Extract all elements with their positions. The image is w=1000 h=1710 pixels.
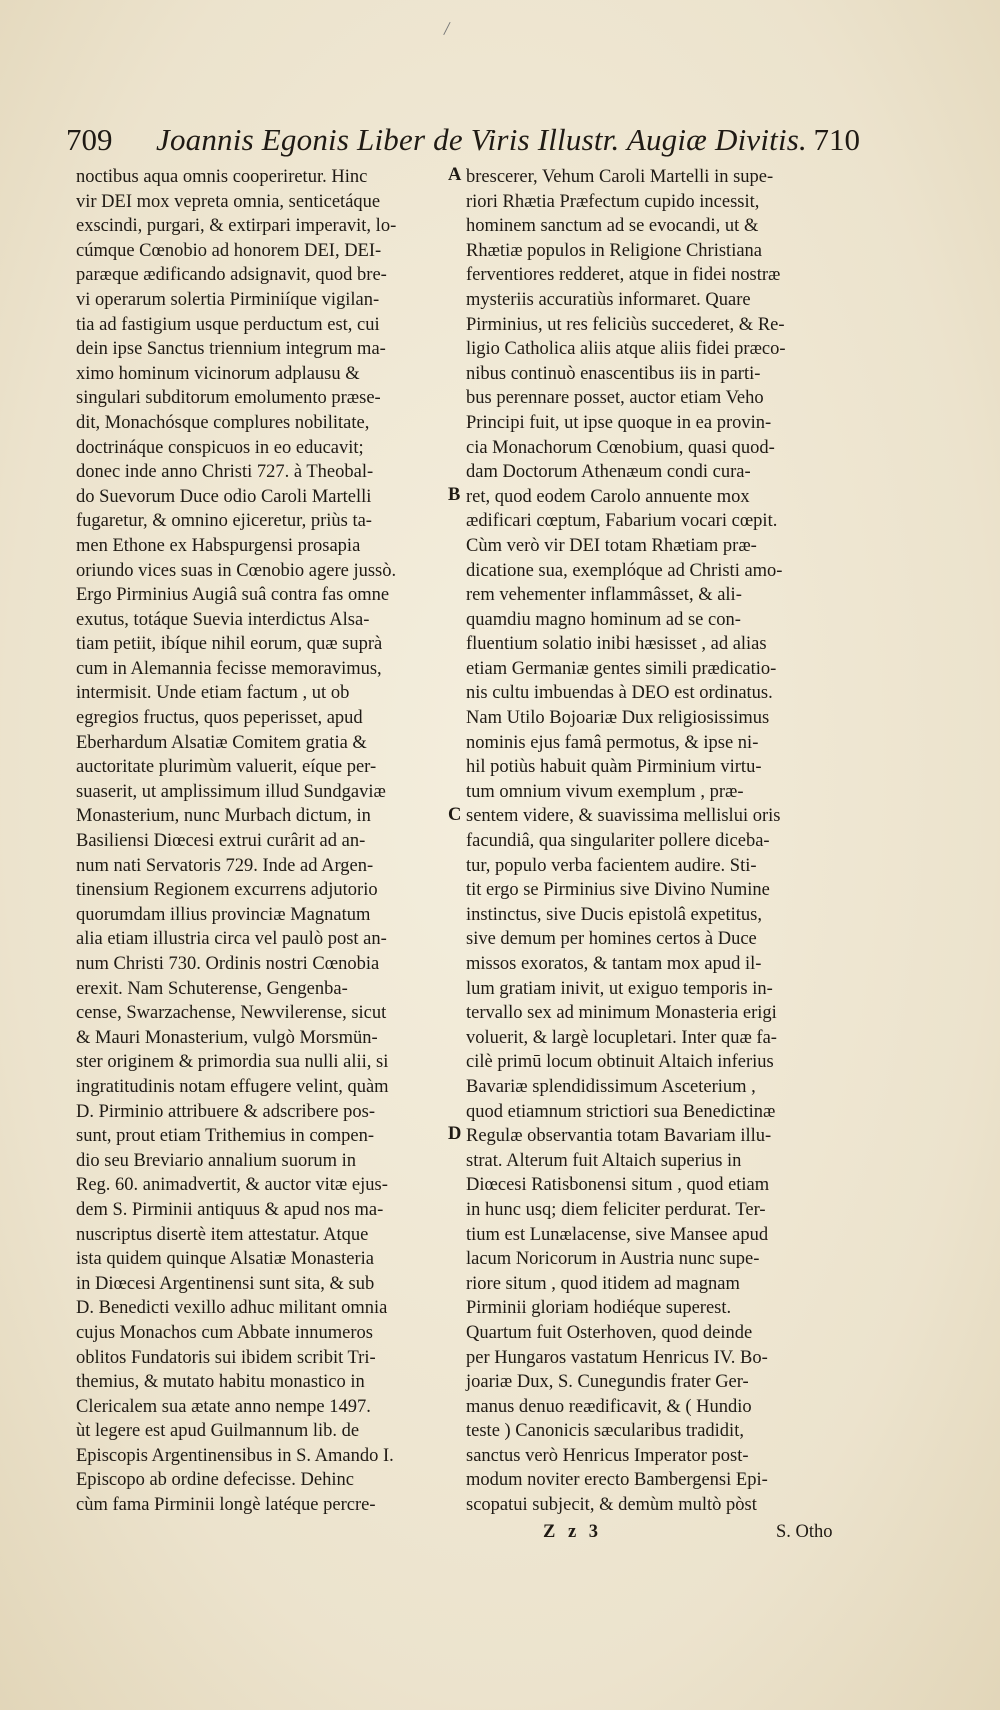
text-line: hominem sanctum ad se evocandi, ut & — [466, 216, 759, 237]
text-line: Principi fuit, ut ipse quoque in ea provin- — [466, 412, 772, 433]
text-line: dit, Monachósque complures nobilitate, — [76, 412, 370, 433]
text-line: quod etiamnum strictiori sua Benedictinæ — [466, 1101, 776, 1122]
text-line: ferventiores redderet, atque in fidei nostræ — [466, 265, 781, 286]
pencil-mark: / — [442, 17, 452, 41]
text-line: tit ergo se Pirminius sive Divino Numine — [466, 880, 770, 901]
text-line: brescerer, Vehum Caroli Martelli in supe- — [466, 167, 774, 187]
text-line: nibus continuò enascentibus iis in parti- — [466, 363, 761, 384]
text-line: donec inde anno Christi 727. à Theobal- — [76, 462, 374, 483]
section-marker: A — [448, 165, 462, 185]
text-line: do Suevorum Duce odio Caroli Martelli — [76, 486, 372, 507]
text-line: Rhætiæ populos in Religione Christiana — [466, 240, 762, 261]
text-line: vir DEI mox vepreta omnia, senticetáque — [76, 191, 381, 212]
text-line: ligio Catholica aliis atque aliis fidei præco- — [466, 339, 786, 360]
text-line: Cùm verò vir DEI totam Rhætiam præ- — [466, 535, 757, 556]
right-column — [466, 165, 854, 1518]
page-number-right: 710 — [813, 122, 860, 157]
text-line: riori Rhætia Præfectum cupido incessit, — [466, 191, 760, 212]
text-line: tervallo sex ad minimum Monasteria erigi — [466, 1003, 777, 1024]
text-line: sanctus verò Henricus Imperator post- — [466, 1445, 749, 1466]
page-footer — [0, 1522, 1000, 1552]
text-line: Clericalem sua ætate anno nempe 1497. — [76, 1396, 371, 1417]
text-line: tia ad fastigium usque perductum est, cui — [76, 314, 380, 335]
text-line: & Mauri Monasterium, vulgò Morsmün- — [76, 1027, 378, 1048]
text-line: cilè primū locum obtinuit Altaich inferius — [466, 1052, 774, 1073]
text-line: Nam Utilo Bojoariæ Dux religiosissimus — [466, 708, 770, 729]
text-line: Episcopo ab ordine defecisse. Dehinc — [76, 1470, 354, 1491]
text-line: cia Monachorum Cœnobium, quasi quod- — [466, 437, 775, 458]
text-line: ximo hominum vicinorum adplausu & — [76, 363, 360, 384]
text-line: facundiâ, qua singulariter pollere diceba- — [466, 831, 770, 852]
text-line: in hunc usq; diem feliciter perdurat. Ter- — [466, 1199, 766, 1220]
text-line: instinctus, sive Ducis epistolâ expetitus, — [466, 904, 762, 925]
text-line: oblitos Fundatoris sui ibidem scribit Tri- — [76, 1347, 376, 1368]
text-line: ster originem & primordia sua nulli alii, si — [76, 1052, 389, 1073]
text-line: tiam petiit, ibíque nihil eorum, quæ suprà — [76, 634, 383, 655]
text-line: Regulæ observantia totam Bavariam illu- — [466, 1126, 772, 1147]
text-line: Quartum fuit Osterhoven, quod deinde — [466, 1322, 753, 1343]
text-line: exutus, totáque Suevia interdictus Alsa- — [76, 609, 370, 630]
text-line: joariæ Dux, S. Cunegundis frater Ger- — [466, 1372, 749, 1393]
text-line: doctrináque conspicuos in eo educavit; — [76, 437, 364, 458]
text-line: suaserit, ut amplissimum illud Sundgaviæ — [76, 781, 386, 802]
text-line: dam Doctorum Athenæum condi cura- — [466, 462, 751, 483]
text-line: intermisit. Unde etiam factum , ut ob — [76, 683, 350, 704]
text-line: scopatui subjecit, & demùm multò pòst — [466, 1495, 757, 1516]
text-line: erexit. Nam Schuterense, Gengenba- — [76, 978, 348, 999]
text-line: sunt, prout etiam Trithemius in compen- — [76, 1126, 375, 1147]
text-line: mysteriis accuratiùs informaret. Quare — [466, 289, 751, 310]
text-line: in Diœcesi Argentinensi sunt sita, & sub — [76, 1273, 375, 1294]
text-line: Eberhardum Alsatiæ Comitem gratia & — [76, 732, 367, 753]
text-line: tum omnium vivum exemplum , præ- — [466, 781, 744, 802]
text-line: fugaretur, & omnino ejiceretur, priùs ta- — [76, 511, 372, 532]
catchword: S. Otho — [776, 1522, 833, 1542]
text-line: rem vehementer inflammâsset, & ali- — [466, 585, 742, 606]
text-line: egregios fructus, quos peperisset, apud — [76, 708, 363, 729]
text-line: dein ipse Sanctus triennium integrum ma- — [76, 339, 386, 360]
text-line: Bavariæ splendidissimum Asceterium , — [466, 1076, 756, 1097]
text-line: Episcopis Argentinensibus in S. Amando I. — [76, 1445, 394, 1466]
text-line: ret, quod eodem Carolo annuente mox — [466, 486, 750, 507]
text-line: D. Pirminio attribuere & adscribere pos- — [76, 1101, 375, 1122]
signature-mark: Z z 3 — [543, 1522, 603, 1542]
text-line: nuscriptus disertè item attestatur. Atque — [76, 1224, 369, 1245]
text-line: sentem videre, & suavissima mellislui oris — [466, 806, 781, 827]
text-line: quamdiu magno hominum ad se con- — [466, 609, 741, 630]
text-line: fluentium solatio inibi hæsisset , ad alias — [466, 634, 767, 655]
text-line: ista quidem quinque Alsatiæ Monasteria — [76, 1249, 375, 1270]
text-line: sive demum per homines certos à Duce — [466, 929, 757, 950]
text-line: lacum Noricorum in Austria nunc supe- — [466, 1249, 760, 1270]
section-marker: B — [448, 484, 461, 505]
text-line: per Hungaros vastatum Henricus IV. Bo- — [466, 1347, 768, 1368]
text-line: cùm fama Pirminii longè latéque percre- — [76, 1495, 376, 1516]
text-line: alia etiam illustria circa vel paulò post an- — [76, 929, 387, 950]
text-line: Ergo Pirminius Augiâ suâ contra fas omne — [76, 585, 390, 606]
text-line: vi operarum solertia Pirminiíque vigilan- — [76, 289, 380, 310]
text-line: ùt legere est apud Guilmannum lib. de — [76, 1421, 360, 1442]
text-line: riore situm , quod itidem ad magnam — [466, 1273, 740, 1294]
text-line: Diœcesi Ratisbonensi situm , quod etiam — [466, 1175, 770, 1196]
text-line: etiam Germaniæ gentes simili prædicatio- — [466, 658, 777, 679]
text-line: lum gratiam inivit, ut exiguo temporis in- — [466, 978, 773, 999]
text-line: men Ethone ex Habspurgensi prosapia — [76, 535, 361, 556]
text-line: oriundo vices suas in Cœnobio agere jussò. — [76, 560, 397, 581]
text-line: dio seu Breviario annalium suorum in — [76, 1150, 357, 1171]
section-marker: C — [448, 804, 462, 825]
text-line: Monasterium, nunc Murbach dictum, in — [76, 806, 371, 827]
left-column — [76, 165, 456, 1518]
text-line: manus denuo reædificavit, & ( Hundio — [466, 1396, 752, 1417]
text-line: ædificari cœptum, Fabarium vocari cœpit. — [466, 511, 778, 532]
text-line: modum noviter erecto Bambergensi Epi- — [466, 1470, 768, 1491]
text-line: voluerit, & largè locupletari. Inter quæ fa- — [466, 1027, 777, 1048]
text-line: tium est Lunælacense, sive Mansee apud — [466, 1224, 769, 1245]
text-line: nominis ejus famâ permotus, & ipse ni- — [466, 732, 759, 753]
text-line: teste ) Canonicis sæcularibus tradidit, — [466, 1421, 744, 1442]
text-line: exscindi, purgari, & extirpari imperavit, lo- — [76, 216, 397, 237]
text-line: dicatione sua, exemplóque ad Christi amo- — [466, 560, 783, 581]
text-line: themius, & mutato habitu monastico in — [76, 1372, 365, 1393]
text-line: Pirminius, ut res feliciùs succederet, & Re- — [466, 314, 785, 335]
text-line: cujus Monachos cum Abbate innumeros — [76, 1322, 373, 1343]
text-line: cúmque Cœnobio ad honorem DEI, DEI- — [76, 240, 382, 261]
text-line: bus perennare posset, auctor etiam Veho — [466, 388, 764, 409]
running-header — [66, 122, 860, 162]
text-line: hil potiùs habuit quàm Pirminium virtu- — [466, 757, 762, 778]
text-line: singulari subditorum emolumento præse- — [76, 388, 381, 409]
text-line: missos exoratos, & tantam mox apud il- — [466, 954, 762, 974]
text-line: quorumdam illius provinciæ Magnatum — [76, 904, 371, 925]
text-line: tur, populo verba facientem audire. Sti- — [466, 855, 757, 876]
text-line: cum in Alemannia fecisse memoravimus, — [76, 658, 382, 679]
text-line: tinensium Regionem excurrens adjutorio — [76, 880, 378, 901]
text-line: num Christi 730. Ordinis nostri Cœnobia — [76, 954, 380, 974]
text-line: Pirminii gloriam hodiéque superest. — [466, 1298, 732, 1319]
running-title: Joannis Egonis Liber de Viris Illustr. Augiæ Divitis. — [156, 122, 808, 157]
text-line: cense, Swarzachense, Newvilerense, sicut — [76, 1003, 387, 1024]
text-line: noctibus aqua omnis cooperiretur. Hinc — [76, 167, 368, 187]
text-line: ingratitudinis notam effugere velint, quàm — [76, 1076, 389, 1097]
text-line: Reg. 60. animadvertit, & auctor vitæ ejus- — [76, 1175, 388, 1196]
page-number-left: 709 — [66, 122, 113, 157]
section-marker: D — [448, 1124, 462, 1145]
text-line: num nati Servatoris 729. Inde ad Argen- — [76, 855, 374, 876]
text-line: auctoritate plurimùm valuerit, eíque per- — [76, 757, 377, 778]
text-line: paræque ædificando adsignavit, quod bre- — [76, 265, 387, 286]
text-line: strat. Alterum fuit Altaich superius in — [466, 1150, 742, 1171]
text-line: dem S. Pirminii antiquus & apud nos ma- — [76, 1199, 384, 1220]
text-line: Basiliensi Diœcesi extrui curârit ad an- — [76, 831, 366, 852]
text-line: nis cultu imbuendas à DEO est ordinatus. — [466, 683, 773, 704]
text-line: D. Benedicti vexillo adhuc militant omnia — [76, 1298, 388, 1319]
